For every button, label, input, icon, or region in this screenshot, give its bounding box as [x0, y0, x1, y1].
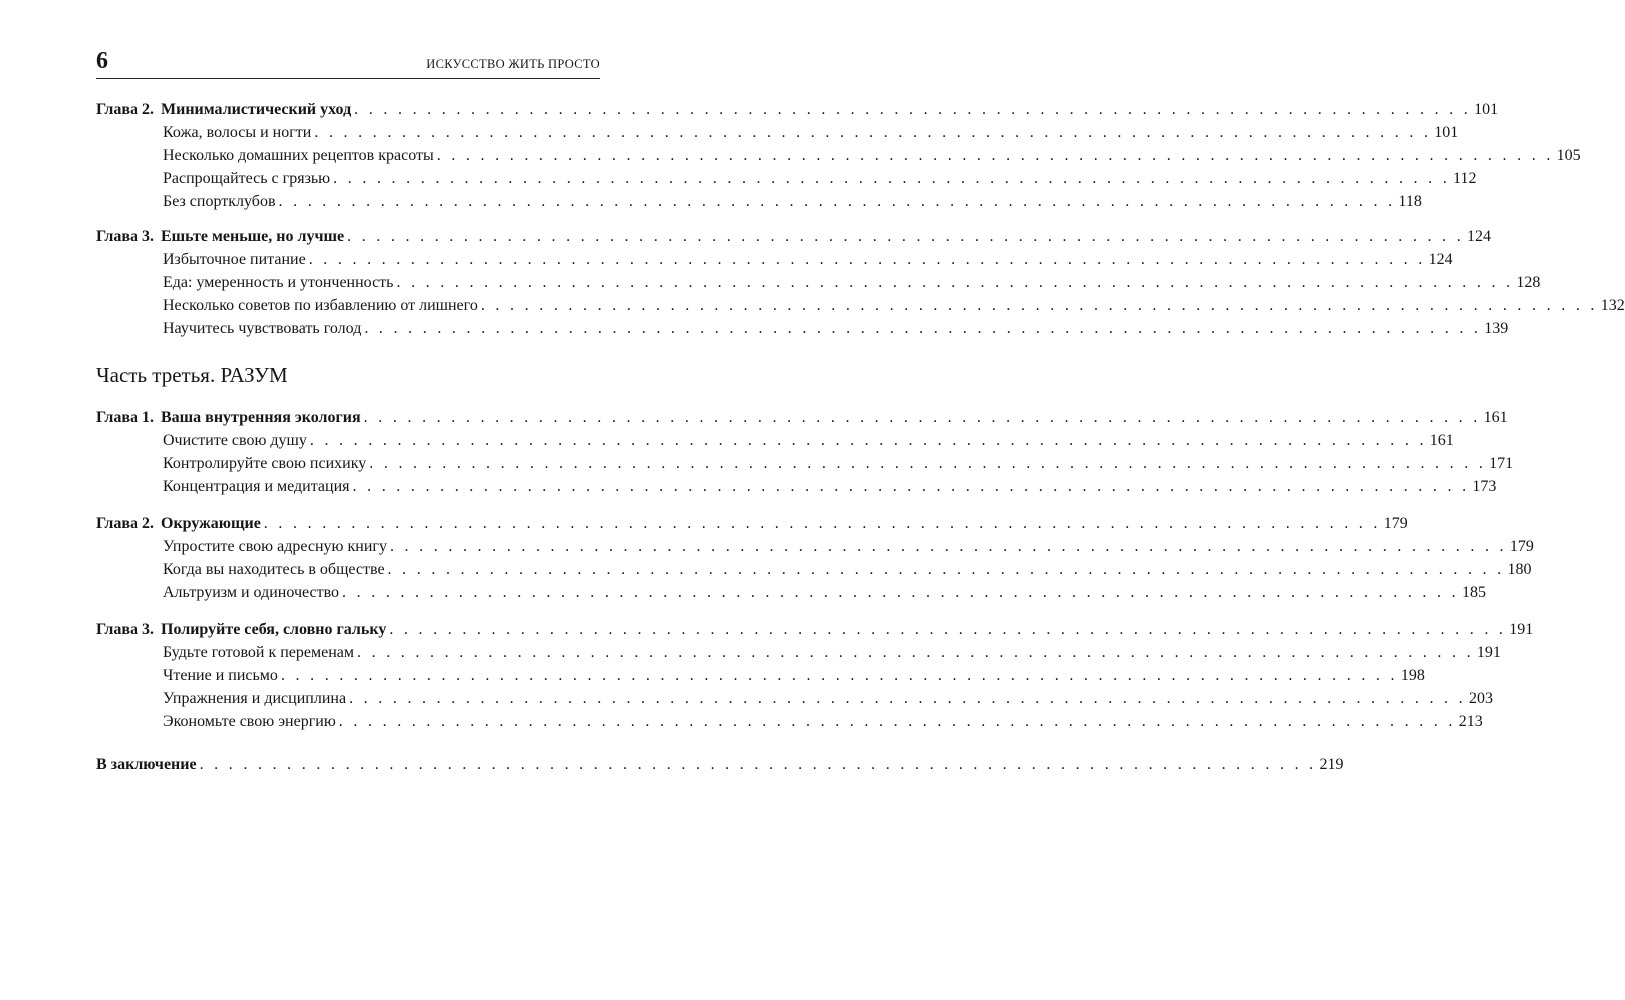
- dot-leader: . . . . . . . . . . . . . . . . . . . . . . . . . . . . . . . . . . . . . . . . . . . . . . . . . . . . . . . . . . . . . . . . . . . . . . . . . . . . .: [263, 515, 1381, 532]
- dot-leader: . . . . . . . . . . . . . . . . . . . . . . . . . . . . . . . . . . . . . . . . . . . . . . . . . . . . . . . . . . . . . . . . . . . . . . . . . . . . .: [314, 124, 1432, 141]
- toc-section[interactable]: [163, 687, 1493, 710]
- section-title: Несколько домашних рецептов красоты: [163, 147, 434, 164]
- toc-section[interactable]: [163, 664, 1425, 687]
- page-ref: 173: [1472, 478, 1497, 495]
- chapter-title: Ваша внутренняя экология: [161, 409, 361, 426]
- toc-section[interactable]: [163, 190, 1422, 213]
- toc-section[interactable]: [163, 121, 1459, 144]
- section-title: Очистите свою душу: [163, 432, 307, 449]
- toc-chapter[interactable]: [96, 225, 1492, 248]
- dot-leader: . . . . . . . . . . . . . . . . . . . . . . . . . . . . . . . . . . . . . . . . . . . . . . . . . . . . . . . . . . . . . . . . . . . . . . . . . . . . .: [389, 621, 1507, 638]
- toc-section[interactable]: [163, 429, 1454, 452]
- page-ref: 132: [1600, 297, 1625, 314]
- header-rule: [96, 78, 600, 79]
- page-ref: 101: [1434, 124, 1459, 141]
- dot-leader: . . . . . . . . . . . . . . . . . . . . . . . . . . . . . . . . . . . . . . . . . . . . . . . . . . . . . . . . . . . . . . . . . . . . . . . . . . . . .: [280, 667, 1398, 684]
- dot-leader: . . . . . . . . . . . . . . . . . . . . . . . . . . . . . . . . . . . . . . . . . . . . . . . . . . . . . . . . . . . . . . . . . . . . . . . . . . . . .: [436, 147, 1554, 164]
- page-ref: 124: [1428, 251, 1453, 268]
- dot-leader: . . . . . . . . . . . . . . . . . . . . . . . . . . . . . . . . . . . . . . . . . . . . . . . . . . . . . . . . . . . . . . . . . . . . . . . . . . . . .: [342, 584, 1459, 601]
- chapter-number: Глава 3.: [96, 228, 154, 245]
- chapter-title: Окружающие: [161, 515, 261, 532]
- section-title: Контролируйте свою психику: [163, 455, 367, 472]
- section-title: Распрощайтесь с грязью: [163, 170, 331, 187]
- page-header: [96, 46, 600, 76]
- dot-leader: . . . . . . . . . . . . . . . . . . . . . . . . . . . . . . . . . . . . . . . . . . . . . . . . . . . . . . . . . . . . . . . . . . . . . . . . . . . . .: [352, 478, 1470, 495]
- section-title: Будьте готовой к переменам: [163, 644, 354, 661]
- section-title: Когда вы находитесь в обществе: [163, 561, 385, 578]
- section-title: Упражнения и дисциплина: [163, 690, 347, 707]
- section-title: Упростите свою адресную книгу: [163, 538, 387, 555]
- dot-leader: . . . . . . . . . . . . . . . . . . . . . . . . . . . . . . . . . . . . . . . . . . . . . . . . . . . . . . . . . . . . . . . . . . . . . . . . . . . . .: [199, 756, 1317, 773]
- page-ref: 191: [1509, 621, 1534, 638]
- page-ref: 179: [1383, 515, 1408, 532]
- page-ref: 112: [1453, 170, 1477, 187]
- toc-chapter[interactable]: [96, 406, 1508, 429]
- page-ref: 179: [1509, 538, 1534, 555]
- section-title: Концентрация и медитация: [163, 478, 350, 495]
- dot-leader: . . . . . . . . . . . . . . . . . . . . . . . . . . . . . . . . . . . . . . . . . . . . . . . . . . . . . . . . . . . . . . . . . . . . . . . . . . . . .: [333, 170, 1451, 187]
- dot-leader: . . . . . . . . . . . . . . . . . . . . . . . . . . . . . . . . . . . . . . . . . . . . . . . . . . . . . . . . . . . . . . . . . . . . . . . . . . . . .: [354, 101, 1472, 118]
- page-ref: 219: [1319, 756, 1344, 773]
- section-title: Чтение и письмо: [163, 667, 278, 684]
- page-ref: 180: [1507, 561, 1532, 578]
- section-title: Альтруизм и одиночество: [163, 584, 340, 601]
- dot-leader: . . . . . . . . . . . . . . . . . . . . . . . . . . . . . . . . . . . . . . . . . . . . . . . . . . . . . . . . . . . . . . . . . . . . . . . . . . . . .: [357, 644, 1474, 661]
- toc-section[interactable]: [163, 294, 1625, 317]
- dot-leader: . . . . . . . . . . . . . . . . . . . . . . . . . . . . . . . . . . . . . . . . . . . . . . . . . . . . . . . . . . . . . . . . . . . . . . . . . . . . .: [308, 251, 1426, 268]
- page-ref: 105: [1556, 147, 1581, 164]
- page-ref: 203: [1468, 690, 1493, 707]
- chapter-number: Глава 3.: [96, 621, 154, 638]
- page-ref: 124: [1467, 228, 1492, 245]
- page-ref: 171: [1489, 455, 1514, 472]
- page-ref: 139: [1484, 320, 1509, 337]
- part-title[interactable]: Часть третья. РАЗУМ: [96, 363, 288, 387]
- dot-leader: . . . . . . . . . . . . . . . . . . . . . . . . . . . . . . . . . . . . . . . . . . . . . . . . . . . . . . . . . . . . . . . . . . . . . . . . . . . . .: [347, 228, 1465, 245]
- page-ref: 191: [1476, 644, 1501, 661]
- conclusion-title: В заключение: [96, 756, 197, 773]
- chapter-title: Минималистический уход: [161, 101, 352, 118]
- page-ref: 185: [1461, 584, 1486, 601]
- dot-leader: . . . . . . . . . . . . . . . . . . . . . . . . . . . . . . . . . . . . . . . . . . . . . . . . . . . . . . . . . . . . . . . . . . . . . . . . . . . . .: [389, 538, 1507, 555]
- section-title: Еда: умеренность и утонченность: [163, 274, 394, 291]
- page-ref: 198: [1400, 667, 1425, 684]
- chapter-number: Глава 2.: [96, 515, 154, 532]
- section-title: Без спортклубов: [163, 193, 276, 210]
- toc-chapter[interactable]: [96, 98, 1499, 121]
- section-title: Научитесь чувствовать голод: [163, 320, 362, 337]
- dot-leader: . . . . . . . . . . . . . . . . . . . . . . . . . . . . . . . . . . . . . . . . . . . . . . . . . . . . . . . . . . . . . . . . . . . . . . . . . . . . .: [338, 713, 1456, 730]
- page-ref: 118: [1398, 193, 1422, 210]
- dot-leader: . . . . . . . . . . . . . . . . . . . . . . . . . . . . . . . . . . . . . . . . . . . . . . . . . . . . . . . . . . . . . . . . . . . . . . . . . . . . .: [387, 561, 1505, 578]
- page-ref: 161: [1429, 432, 1454, 449]
- dot-leader: . . . . . . . . . . . . . . . . . . . . . . . . . . . . . . . . . . . . . . . . . . . . . . . . . . . . . . . . . . . . . . . . . . . . . . . . . . . . .: [363, 409, 1481, 426]
- chapter-title: Ешьте меньше, но лучше: [161, 228, 345, 245]
- dot-leader: . . . . . . . . . . . . . . . . . . . . . . . . . . . . . . . . . . . . . . . . . . . . . . . . . . . . . . . . . . . . . . . . . . . . . . . . . . . . .: [278, 193, 1396, 210]
- toc-chapter[interactable]: [96, 618, 1534, 641]
- section-title: Экономьте свою энергию: [163, 713, 336, 730]
- dot-leader: . . . . . . . . . . . . . . . . . . . . . . . . . . . . . . . . . . . . . . . . . . . . . . . . . . . . . . . . . . . . . . . . . . . . . . . . . . . . .: [480, 297, 1598, 314]
- dot-leader: . . . . . . . . . . . . . . . . . . . . . . . . . . . . . . . . . . . . . . . . . . . . . . . . . . . . . . . . . . . . . . . . . . . . . . . . . . . . .: [364, 320, 1482, 337]
- toc-section[interactable]: [163, 558, 1532, 581]
- toc-section[interactable]: [163, 317, 1509, 340]
- dot-leader: . . . . . . . . . . . . . . . . . . . . . . . . . . . . . . . . . . . . . . . . . . . . . . . . . . . . . . . . . . . . . . . . . . . . . . . . . . . . .: [396, 274, 1514, 291]
- dot-leader: . . . . . . . . . . . . . . . . . . . . . . . . . . . . . . . . . . . . . . . . . . . . . . . . . . . . . . . . . . . . . . . . . . . . . . . . . . . . .: [369, 455, 1487, 472]
- page-ref: 213: [1458, 713, 1483, 730]
- page-ref: 101: [1474, 101, 1499, 118]
- toc-section[interactable]: [163, 581, 1486, 604]
- chapter-number: Глава 1.: [96, 409, 154, 426]
- toc-section[interactable]: [163, 641, 1501, 664]
- table-of-contents: [96, 98, 1625, 776]
- toc-chapter[interactable]: [96, 512, 1408, 535]
- section-title: Несколько советов по избавлению от лишнего: [163, 297, 478, 314]
- page-number: 6: [96, 48, 108, 74]
- section-title: Кожа, волосы и ногти: [163, 124, 312, 141]
- toc-section[interactable]: [163, 144, 1581, 167]
- section-title: Избыточное питание: [163, 251, 306, 268]
- page-ref: 161: [1483, 409, 1508, 426]
- toc-section[interactable]: [163, 535, 1534, 558]
- chapter-title: Полируйте себя, словно гальку: [161, 621, 387, 638]
- dot-leader: . . . . . . . . . . . . . . . . . . . . . . . . . . . . . . . . . . . . . . . . . . . . . . . . . . . . . . . . . . . . . . . . . . . . . . . . . . . . .: [349, 690, 1466, 707]
- toc-section[interactable]: [163, 475, 1497, 498]
- dot-leader: . . . . . . . . . . . . . . . . . . . . . . . . . . . . . . . . . . . . . . . . . . . . . . . . . . . . . . . . . . . . . . . . . . . . . . . . . . . . .: [309, 432, 1427, 449]
- toc-section[interactable]: [163, 452, 1514, 475]
- running-title: ИСКУССТВО ЖИТЬ ПРОСТО: [426, 57, 600, 71]
- toc-section[interactable]: [163, 167, 1477, 190]
- chapter-number: Глава 2.: [96, 101, 154, 118]
- page-ref: 128: [1516, 274, 1541, 291]
- toc-section[interactable]: [163, 248, 1453, 271]
- toc-section[interactable]: [163, 710, 1483, 733]
- toc-section[interactable]: [163, 271, 1541, 294]
- toc-conclusion[interactable]: [96, 753, 1344, 776]
